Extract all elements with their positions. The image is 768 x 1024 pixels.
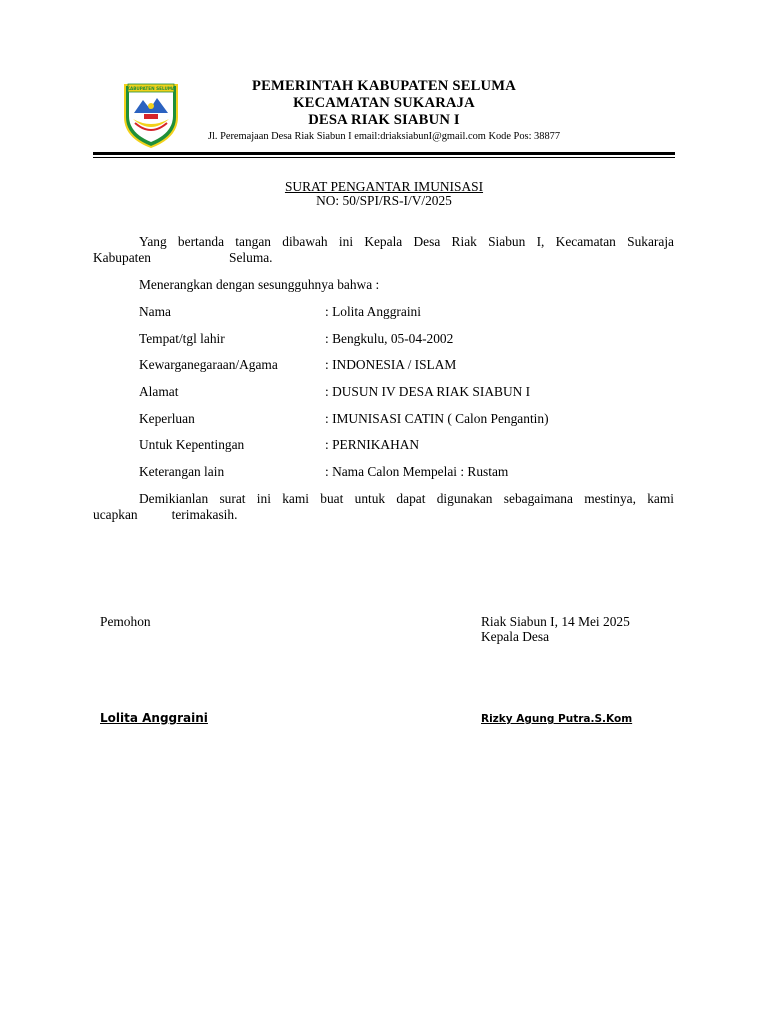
field-row (139, 464, 679, 480)
letterhead-divider-thin (93, 157, 675, 158)
field-value-interest: : PERNIKAHAN (325, 437, 420, 452)
field-label-interest: Untuk Kepentingan (139, 437, 245, 452)
field-label-birth: Tempat/tgl lahir (139, 331, 225, 346)
intro-line-2a: Kabupaten (93, 250, 152, 265)
district-name: KECAMATAN SUKARAJA (293, 95, 475, 111)
village-head-label: Kepala Desa (481, 629, 550, 644)
intro-line-1: Yang bertanda tangan dibawah ini Kepala Desa Riak Siabun I, Kecamatan Sukaraja (139, 234, 674, 249)
logo-banner-text: KABUPATEN SELUMA (126, 86, 176, 91)
field-row (139, 411, 679, 427)
intro-line-2b: Seluma. (229, 250, 273, 265)
letterhead-divider-thick (93, 152, 675, 155)
field-label-citizenship: Kewarganegaraan/Agama (139, 357, 278, 372)
intro-paragraph (93, 234, 674, 266)
letter-number: NO: 50/SPI/RS-I/V/2025 (316, 193, 452, 208)
letterhead-address: Jl. Peremajaan Desa Riak Siabun I email:driaksiabunI@gmail.com Kode Pos: 38877 (207, 131, 561, 142)
field-row (139, 331, 679, 347)
village-head-name: Rizky Agung Putra.S.Kom (481, 713, 633, 725)
closing-paragraph (93, 491, 674, 523)
place-date: Riak Siabun I, 14 Mei 2025 (481, 614, 630, 629)
field-label-nama: Nama (139, 304, 171, 319)
field-value-remarks: : Nama Calon Mempelai : Rustam (325, 464, 509, 479)
field-row (139, 384, 679, 400)
closing-line-2b: terimakasih. (171, 507, 238, 522)
letter-title: SURAT PENGANTAR IMUNISASI (284, 179, 484, 194)
field-row (139, 437, 679, 453)
field-value-address: : DUSUN IV DESA RIAK SIABUN I (325, 384, 531, 399)
letterhead (186, 78, 582, 144)
statement-text: Menerangkan dengan sesungguhnya bahwa : (139, 277, 380, 292)
applicant-label: Pemohon (100, 614, 151, 629)
field-value-purpose: : IMUNISASI CATIN ( Calon Pengantin) (325, 411, 549, 426)
field-value-birth: : Bengkulu, 05-04-2002 (325, 331, 454, 346)
closing-line-1: Demikianlan surat ini kami buat untuk dapat digunakan sebagaimana mestinya, kami (139, 491, 674, 506)
field-label-purpose: Keperluan (139, 411, 195, 426)
field-row (139, 357, 679, 373)
closing-line-2a: ucapkan (93, 507, 138, 522)
field-label-address: Alamat (139, 384, 179, 399)
field-label-remarks: Keterangan lain (139, 464, 225, 479)
letter-title-block (93, 180, 675, 208)
field-value-citizenship: : INDONESIA / ISLAM (325, 357, 457, 372)
field-value-nama: : Lolita Anggraini (325, 304, 421, 319)
applicant-name: Lolita Anggraini (100, 711, 208, 725)
village-name: DESA RIAK SIABUN I (308, 112, 460, 128)
government-name: PEMERINTAH KABUPATEN SELUMA (251, 78, 517, 94)
field-row (139, 304, 679, 320)
regency-crest-icon (119, 79, 183, 149)
